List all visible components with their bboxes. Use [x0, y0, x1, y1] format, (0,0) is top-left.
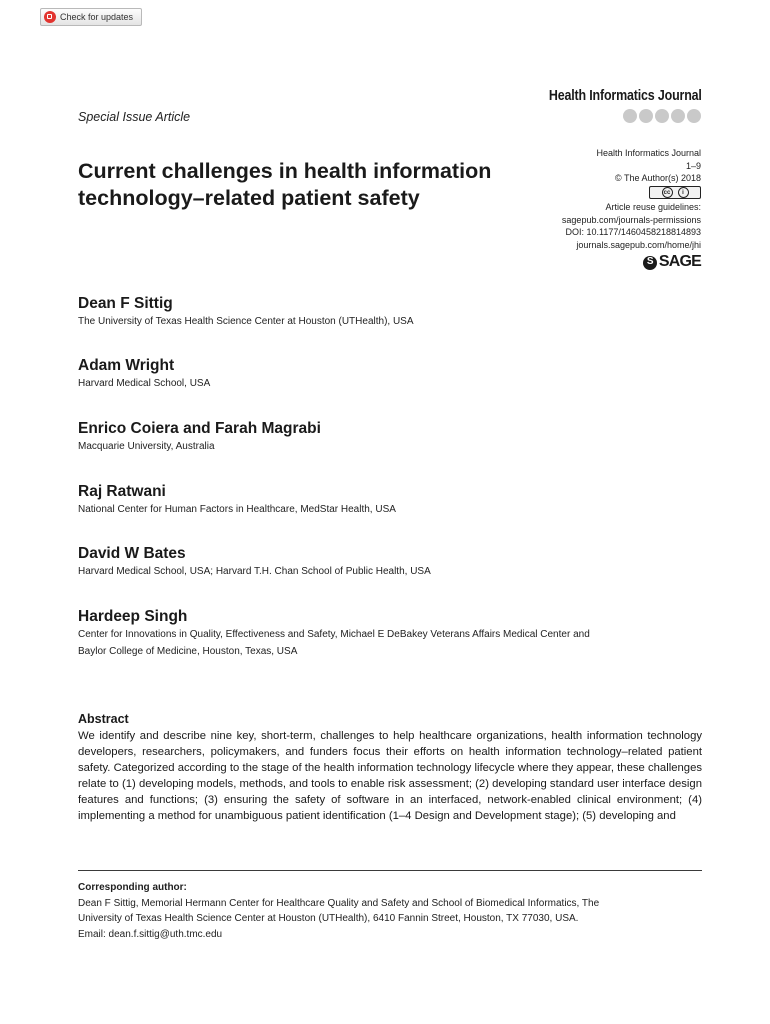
author-name: Raj Ratwani [78, 483, 166, 500]
abstract-text: We identify and describe nine key, short-term, challenges to help healthcare organizations, health information technology developers, researchers, policymakers, and funders focus their efforts on health information technology–related patient safety. Categorized according to the stage of the health information technology lifecycle where they appear, these challenges relate to (1) developing models, methods, and tools to enable risk assessment; (2) developing standard user interface design features and functions; (3) ensuring the safety of software in an interfaced, network-enabled clinical environment; (4) implementing a method for unambiguous patient identification (1–4 Design and Development stage); (5) developing and [78, 730, 702, 822]
cc-icon: cc [662, 187, 673, 198]
author-name: Hardeep Singh [78, 608, 188, 625]
author-affiliation: Macquarie University, Australia [78, 441, 215, 452]
author-affiliation: Harvard Medical School, USA [78, 378, 211, 389]
meta-copyright: © The Author(s) 2018 [614, 173, 701, 184]
dot-icon [687, 109, 701, 123]
publisher-name: SAGE [658, 253, 701, 271]
author-affiliation: National Center for Human Factors in Healthcare, MedStar Health, USA [78, 504, 396, 515]
corresponding-author-email[interactable]: Email: dean.f.sittig@uth.tmc.edu [78, 928, 223, 940]
article-title: Current challenges in health information technology–related patient safety [78, 159, 492, 210]
author-block [78, 419, 698, 455]
doi[interactable]: DOI: 10.1177/1460458218814893 [565, 227, 701, 238]
author-affiliation: Baylor College of Medicine, Houston, Texas, USA [78, 645, 298, 657]
author-block [78, 356, 698, 392]
author-block [78, 482, 698, 518]
check-for-updates-label: Check for updates [60, 12, 134, 22]
sage-logo [643, 253, 701, 271]
article-type: Special Issue Article [78, 110, 191, 124]
abstract [78, 711, 702, 824]
corresponding-author-address: Dean F Sittig, Memorial Hermann Center for Healthcare Quality and Safety and School of Biomedical Informatics, The [78, 897, 600, 909]
reuse-guidelines-label: Article reuse guidelines: [605, 202, 701, 213]
corresponding-author-heading: Corresponding author: [78, 882, 187, 893]
author-affiliation: Center for Innovations in Quality, Effectiveness and Safety, Michael E DeBakey Veterans Affairs Medical Center and [78, 629, 590, 640]
journal-homepage-link[interactable]: journals.sagepub.com/home/jhi [576, 240, 701, 251]
author-affiliation: The University of Texas Health Science Center at Houston (UTHealth), USA [78, 316, 414, 327]
sage-s-icon: S [643, 256, 657, 270]
corresponding-author [78, 880, 702, 942]
author-name: David W Bates [78, 545, 186, 562]
meta-pages: 1–9 [685, 160, 701, 171]
permissions-link[interactable]: sagepub.com/journals-permissions [561, 214, 701, 225]
dot-icon [671, 109, 685, 123]
meta-journal: Health Informatics Journal [596, 148, 701, 158]
author-name: Dean F Sittig [78, 295, 173, 312]
author-affiliation: Harvard Medical School, USA; Harvard T.H. Chan School of Public Health, USA [78, 566, 431, 577]
author-block [78, 607, 698, 659]
check-updates-icon [44, 11, 56, 23]
abstract-heading: Abstract [78, 712, 129, 726]
corresponding-author-address: University of Texas Health Science Center at Houston (UTHealth), 6410 Fannin Street, Houston, TX 77030, USA. [78, 913, 579, 924]
author-name: Adam Wright [78, 357, 175, 374]
check-for-updates-button[interactable] [40, 8, 142, 26]
author-block [78, 544, 698, 580]
cc-license-badge[interactable] [649, 186, 701, 199]
journal-name: Health Informatics Journal [549, 88, 702, 104]
dot-icon [623, 109, 637, 123]
journal-logo-dots [623, 109, 701, 123]
dot-icon [655, 109, 669, 123]
journal-meta [471, 147, 701, 270]
author-block [78, 294, 698, 330]
footnote-divider [78, 870, 702, 871]
author-name: Enrico Coiera and Farah Magrabi [78, 420, 321, 437]
dot-icon [639, 109, 653, 123]
attribution-icon: i [678, 187, 689, 198]
